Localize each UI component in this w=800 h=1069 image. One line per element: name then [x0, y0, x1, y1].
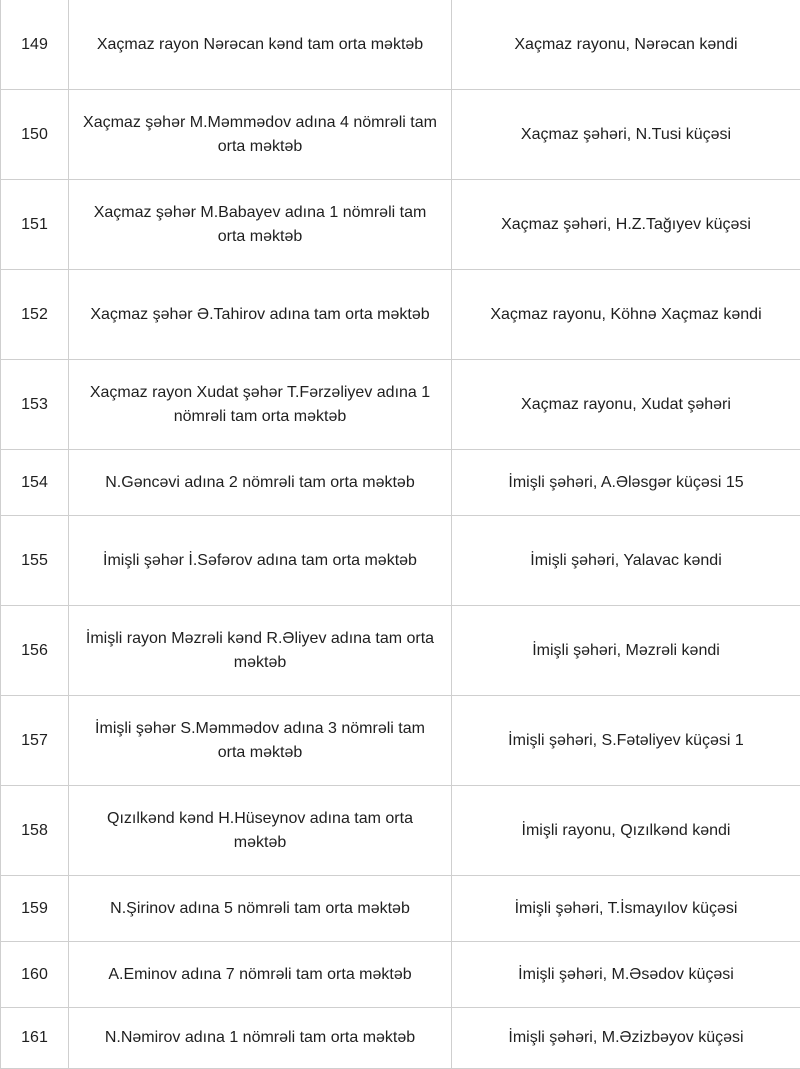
school-address: Xaçmaz rayonu, Nərəcan kəndi [452, 0, 800, 90]
school-address: İmişli şəhəri, A.Ələsgər küçəsi 15 [452, 450, 800, 516]
row-number: 161 [1, 1008, 69, 1069]
row-number: 153 [1, 360, 69, 450]
school-address: İmişli şəhəri, T.İsmayılov küçəsi [452, 876, 800, 942]
school-name: İmişli rayon Məzrəli kənd R.Əliyev adına tam orta məktəb [69, 606, 452, 696]
school-name: Qızılkənd kənd H.Hüseynov adına tam orta məktəb [69, 786, 452, 876]
table-row [1, 270, 800, 360]
school-name: Xaçmaz şəhər M.Babayev adına 1 nömrəli tam orta məktəb [69, 180, 452, 270]
school-name: N.Nəmirov adına 1 nömrəli tam orta məktəb [69, 1008, 452, 1069]
table-row [1, 90, 800, 180]
school-address: İmişli rayonu, Qızılkənd kəndi [452, 786, 800, 876]
table-row [1, 1008, 800, 1069]
row-number: 150 [1, 90, 69, 180]
table-row [1, 516, 800, 606]
school-name: N.Gəncəvi adına 2 nömrəli tam orta məktəb [69, 450, 452, 516]
row-number: 151 [1, 180, 69, 270]
table-row [1, 876, 800, 942]
school-name: Xaçmaz şəhər Ə.Tahirov adına tam orta məktəb [69, 270, 452, 360]
row-number: 155 [1, 516, 69, 606]
row-number: 157 [1, 696, 69, 786]
row-number: 160 [1, 942, 69, 1008]
table-row [1, 786, 800, 876]
school-name: İmişli şəhər S.Məmmədov adına 3 nömrəli tam orta məktəb [69, 696, 452, 786]
school-address: İmişli şəhəri, M.Əsədov küçəsi [452, 942, 800, 1008]
school-address: Xaçmaz şəhəri, N.Tusi küçəsi [452, 90, 800, 180]
school-address: İmişli şəhəri, Məzrəli kəndi [452, 606, 800, 696]
table-row [1, 0, 800, 90]
row-number: 149 [1, 0, 69, 90]
table-row [1, 696, 800, 786]
table-row [1, 180, 800, 270]
table-row [1, 450, 800, 516]
school-name: A.Eminov adına 7 nömrəli tam orta məktəb [69, 942, 452, 1008]
school-name: Xaçmaz şəhər M.Məmmədov adına 4 nömrəli tam orta məktəb [69, 90, 452, 180]
school-address: İmişli şəhəri, M.Əzizbəyov küçəsi [452, 1008, 800, 1069]
table-row [1, 942, 800, 1008]
school-address: Xaçmaz rayonu, Xudat şəhəri [452, 360, 800, 450]
school-address: Xaçmaz rayonu, Köhnə Xaçmaz kəndi [452, 270, 800, 360]
row-number: 159 [1, 876, 69, 942]
school-address: İmişli şəhəri, S.Fətəliyev küçəsi 1 [452, 696, 800, 786]
school-name: Xaçmaz rayon Xudat şəhər T.Fərzəliyev adına 1 nömrəli tam orta məktəb [69, 360, 452, 450]
row-number: 152 [1, 270, 69, 360]
row-number: 154 [1, 450, 69, 516]
school-name: İmişli şəhər İ.Səfərov adına tam orta məktəb [69, 516, 452, 606]
school-name: N.Şirinov adına 5 nömrəli tam orta məktəb [69, 876, 452, 942]
row-number: 156 [1, 606, 69, 696]
school-name: Xaçmaz rayon Nərəcan kənd tam orta məktəb [69, 0, 452, 90]
table-row [1, 360, 800, 450]
row-number: 158 [1, 786, 69, 876]
school-address: İmişli şəhəri, Yalavac kəndi [452, 516, 800, 606]
table-row [1, 606, 800, 696]
school-address: Xaçmaz şəhəri, H.Z.Tağıyev küçəsi [452, 180, 800, 270]
